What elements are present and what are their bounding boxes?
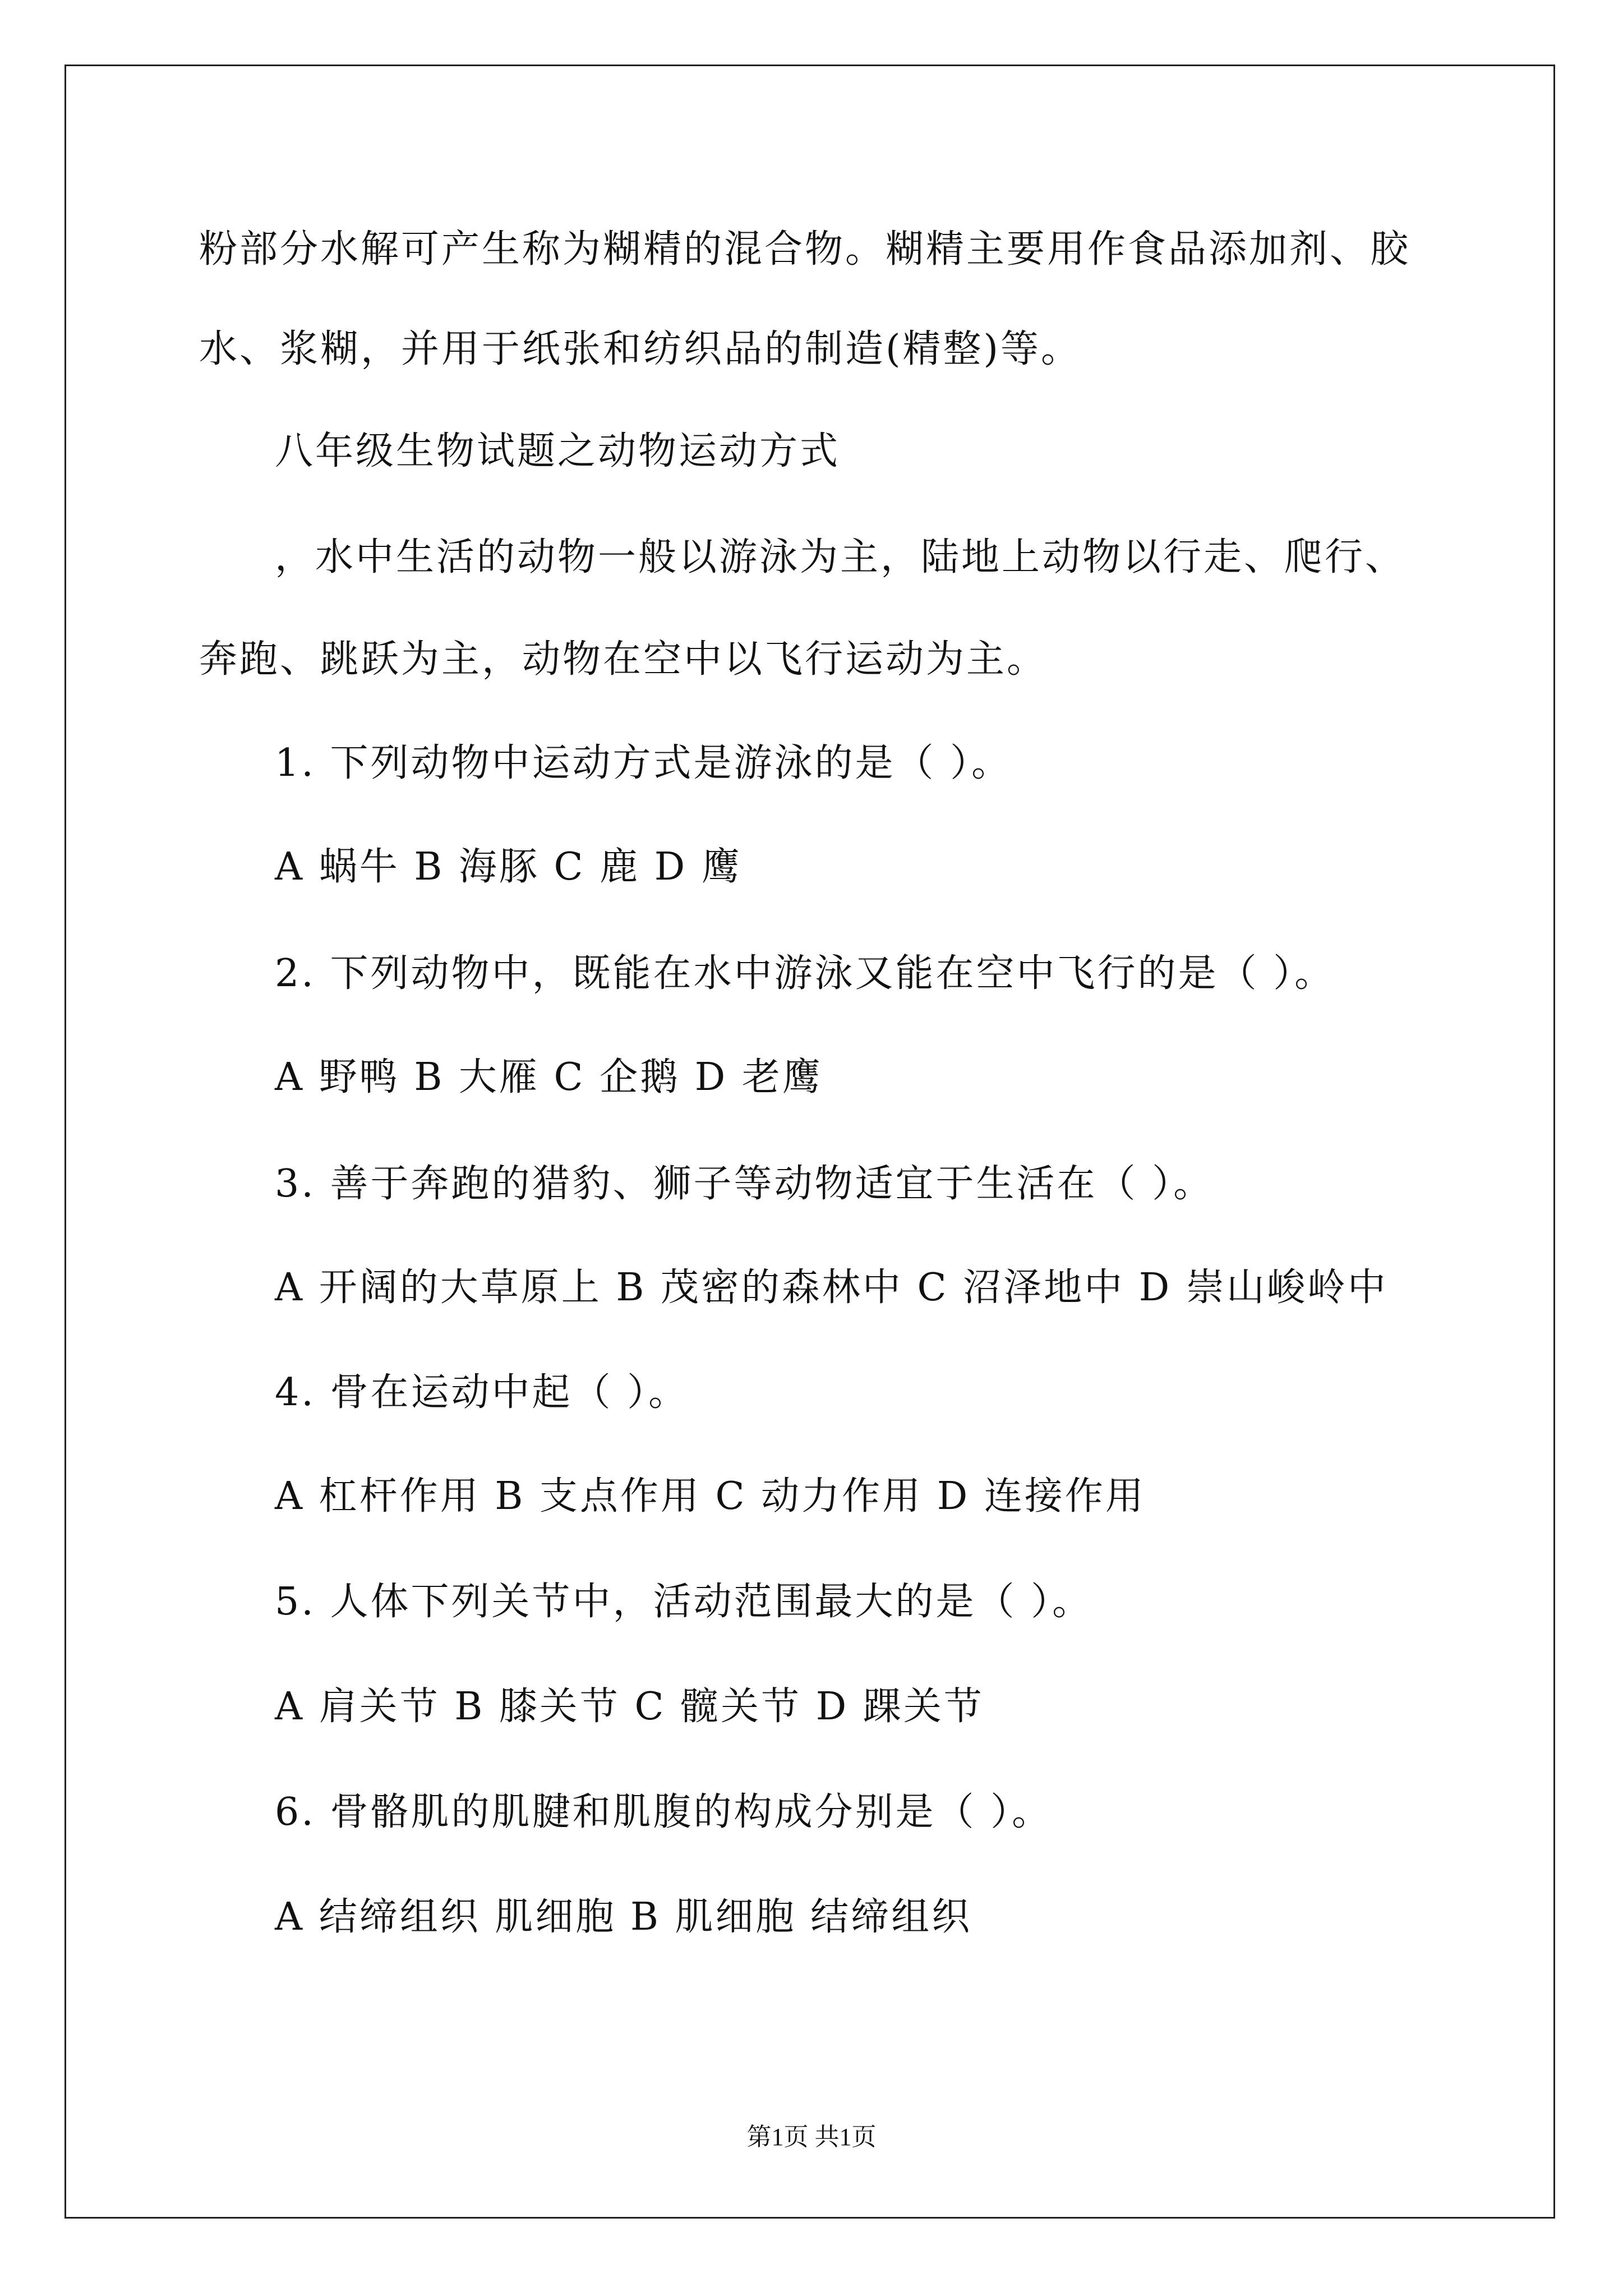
question-6: 6. 骨骼肌的肌腱和肌腹的构成分别是（ ）。 [275,1790,1053,1834]
paragraph-line: 奔跑、跳跃为主，动物在空中以飞行运动为主。 [199,637,1048,682]
question-3-options: A 开阔的大草原上 B 茂密的森林中 C 沼泽地中 D 崇山峻岭中 [275,1266,1388,1310]
question-1-options: A 蜗牛 B 海豚 C 鹿 D 鹰 [275,845,742,889]
question-5: 5. 人体下列关节中，活动范围最大的是（ ）。 [275,1580,1093,1624]
paragraph-line: 水、浆糊，并用于纸张和纺织品的制造(精整)等。 [199,327,1082,371]
paragraph-line: ，水中生活的动物一般以游泳为主，陆地上动物以行走、爬行、 [275,535,1406,579]
question-3: 3. 善于奔跑的猎豹、狮子等动物适宜于生活在（ ）。 [275,1162,1214,1206]
section-heading: 八年级生物试题之动物运动方式 [275,429,841,473]
question-1: 1. 下列动物中运动方式是游泳的是（ ）。 [275,741,1012,785]
question-2: 2. 下列动物中，既能在水中游泳又能在空中飞行的是（ ）。 [275,951,1335,996]
question-6-options: A 结缔组织 肌细胞 B 肌细胞 结缔组织 [275,1895,972,1939]
question-5-options: A 肩关节 B 膝关节 C 髋关节 D 踝关节 [275,1685,984,1729]
page-footer: 第1页 共1页 [746,2123,877,2151]
paragraph-line: 粉部分水解可产生称为糊精的混合物。糊精主要用作食品添加剂、胶 [199,227,1411,272]
question-4-options: A 杠杆作用 B 支点作用 C 动力作用 D 连接作用 [275,1474,1146,1519]
question-4: 4. 骨在运动中起（ ）。 [275,1370,689,1415]
question-2-options: A 野鸭 B 大雁 C 企鹅 D 老鹰 [275,1055,823,1099]
